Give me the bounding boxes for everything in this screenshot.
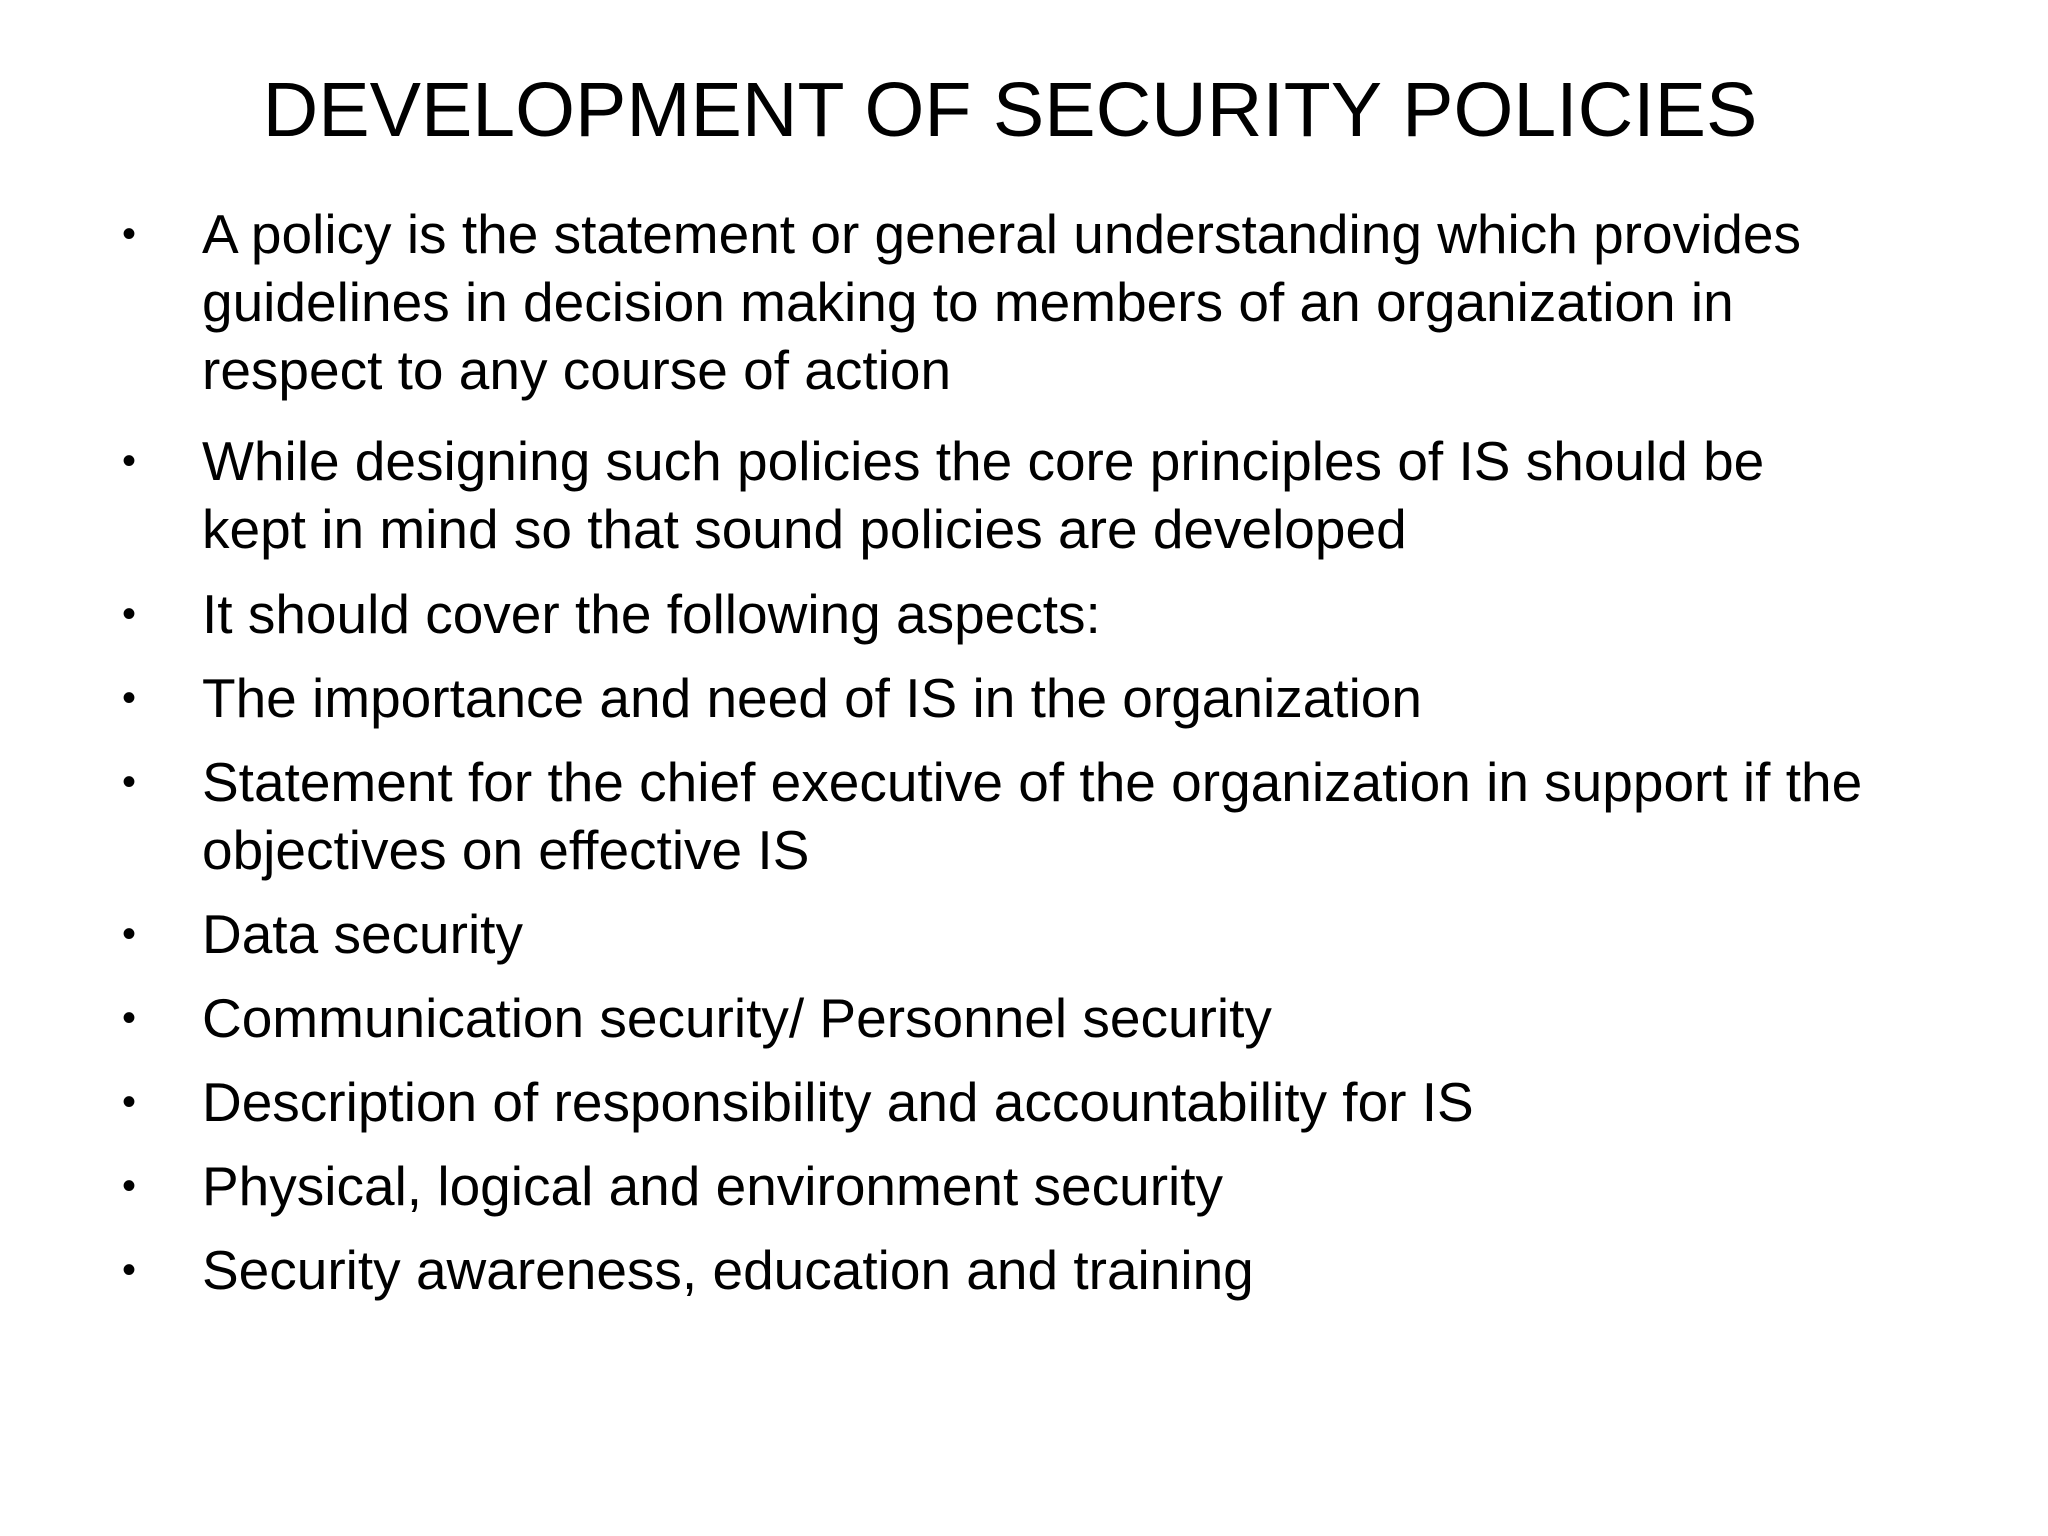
bullet-text <box>202 664 2002 732</box>
bullet-line: Description of responsibility and accountability for IS <box>202 1071 1474 1133</box>
bullet-text <box>202 900 2002 968</box>
bullet-dot: • <box>122 212 137 256</box>
bullet-line: It should cover the following aspects: <box>202 583 1101 645</box>
bullet-line: Physical, logical and environment security <box>202 1155 1224 1217</box>
bullet-text <box>202 1152 2002 1220</box>
bullet-line: The importance and need of IS in the organization <box>202 667 1422 729</box>
bullet-dot: • <box>122 439 137 483</box>
bullet-text <box>202 1068 2002 1136</box>
bullet-line: objectives on effective IS <box>202 819 810 881</box>
bullet-line: respect to any course of action <box>202 339 952 401</box>
bullet-dot: • <box>122 760 137 804</box>
bullet-line: kept in mind so that sound policies are developed <box>202 498 1407 560</box>
bullet-dot: • <box>122 1164 137 1208</box>
bullet-line: Communication security/ Personnel security <box>202 987 1272 1049</box>
bullet-dot: • <box>122 912 137 956</box>
bullet-dot: • <box>122 996 137 1040</box>
bullet-line: Statement for the chief executive of the organization in support if the <box>202 751 1863 813</box>
slide-title: DEVELOPMENT OF SECURITY POLICIES <box>262 67 1758 153</box>
bullet-text <box>202 748 2002 884</box>
bullet-line: Data security <box>202 903 523 965</box>
bullet-text <box>202 1236 2002 1304</box>
bullet-dot: • <box>122 1080 137 1124</box>
bullet-line: While designing such policies the core principles of IS should be <box>202 430 1765 492</box>
bullet-dot: • <box>122 676 137 720</box>
bullet-text <box>202 984 2002 1052</box>
bullet-line: A policy is the statement or general understanding which provides <box>202 203 1801 265</box>
bullet-text <box>202 200 2002 404</box>
bullet-line: Security awareness, education and training <box>202 1239 1254 1301</box>
bullet-line: guidelines in decision making to members of an organization in <box>202 271 1734 333</box>
bullet-dot: • <box>122 1248 137 1292</box>
bullet-text <box>202 580 2002 648</box>
bullet-dot: • <box>122 592 137 636</box>
bullet-text <box>202 427 2002 563</box>
